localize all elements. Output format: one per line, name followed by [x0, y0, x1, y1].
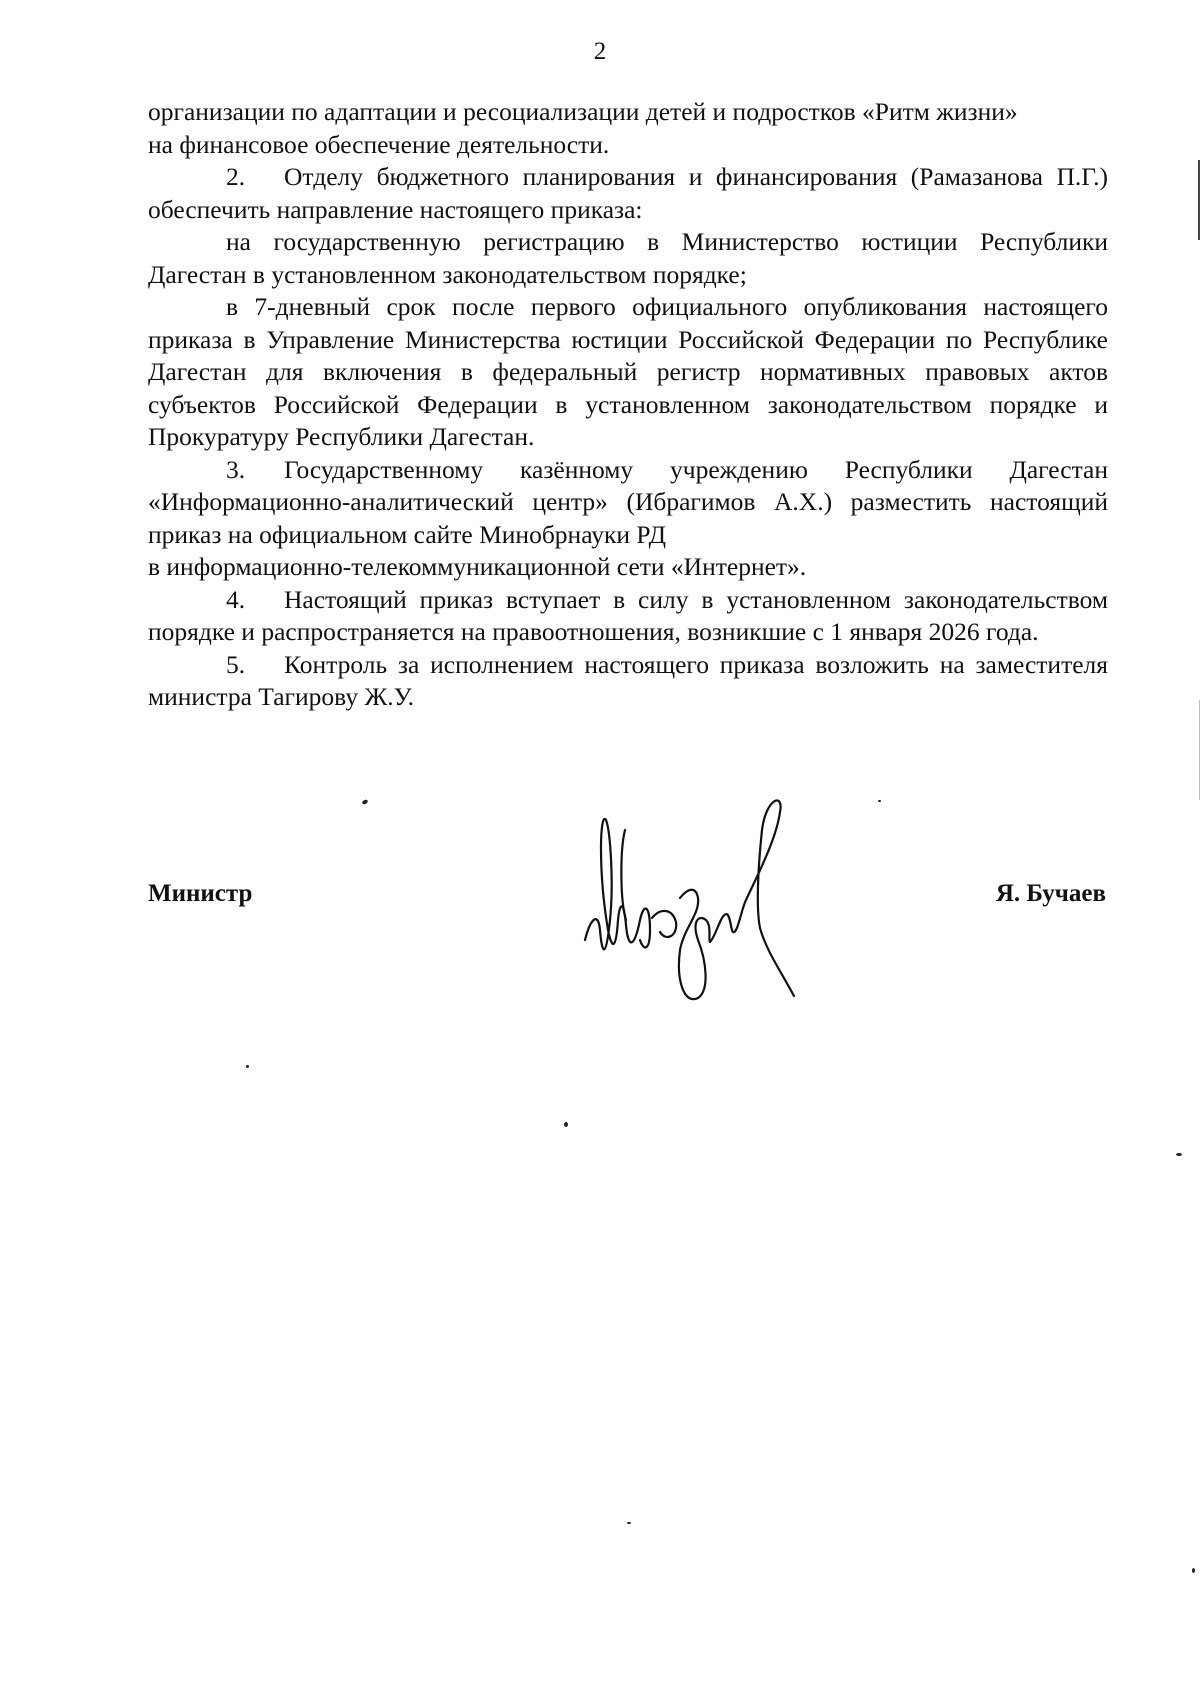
signatory-name: Я. Бучаев [995, 880, 1106, 907]
scan-speck [627, 1522, 631, 1524]
paragraph-5-number: 3. [226, 454, 246, 484]
paragraph-6 [148, 584, 1108, 649]
scan-speck [246, 1065, 249, 1068]
scan-speck [878, 800, 881, 802]
paragraph-6-number: 4. [226, 584, 246, 614]
paragraph-1-line-2: на финансовое обеспечение деятельности. [148, 129, 610, 159]
paragraph-7 [148, 649, 1108, 714]
paragraph-7-number: 5. [226, 649, 246, 679]
scan-speck [361, 799, 368, 805]
paragraph-7-text: Контроль за исполнением настоящего приказа возложить на заместителя министра Тагирову Ж.У. [148, 649, 1108, 711]
document-body [148, 96, 1108, 714]
paragraph-3: на государственную регистрацию в Министерство юстиции Республики Дагестан в установленном законодательством порядке; [148, 227, 1108, 289]
paragraph-6-text: Настоящий приказ вступает в силу в установленном законодательством порядке и распространяется на правоотношения, возникшие с 1 января 2026 года. [148, 584, 1108, 646]
handwritten-signature [580, 790, 820, 1020]
page-number: 2 [593, 38, 607, 65]
paragraph-5 [148, 454, 1108, 552]
paragraph-5-text: Государственному казённому учреждению Республики Дагестан «Информационно-аналитический центр» (Ибрагимов А.Х.) разместить настоящий приказ на официальном сайте Минобрнауки РД [148, 454, 1108, 549]
paragraph-4: в 7-дневный срок после первого официального опубликования настоящего приказа в Управление Министерства юстиции Российской Федерации по Республике Дагестан для включения в федеральный регистр нормативных правовых актов субъектов Российской Федерации в установленном законодательством порядке и Прокуратуру Республики Дагестан. [148, 292, 1108, 451]
signatory-position: Министр [148, 880, 253, 907]
scan-speck [1192, 1568, 1195, 1573]
scan-speck [564, 1122, 568, 1127]
paragraph-1-line-1: организации по адаптации и ресоциализации детей и подростков «Ритм жизни» [148, 97, 1018, 126]
paragraph-5-continuation: в информационно-телекоммуникационной сети «Интернет». [148, 552, 807, 581]
paragraph-2-number: 2. [226, 162, 246, 191]
paragraph-2-text: Отделу бюджетного планирования и финансирования (Рамазанова П.Г.) обеспечить направление настоящего приказа: [148, 162, 1108, 224]
scan-speck [1176, 1153, 1182, 1156]
paragraph-2 [148, 161, 1108, 226]
